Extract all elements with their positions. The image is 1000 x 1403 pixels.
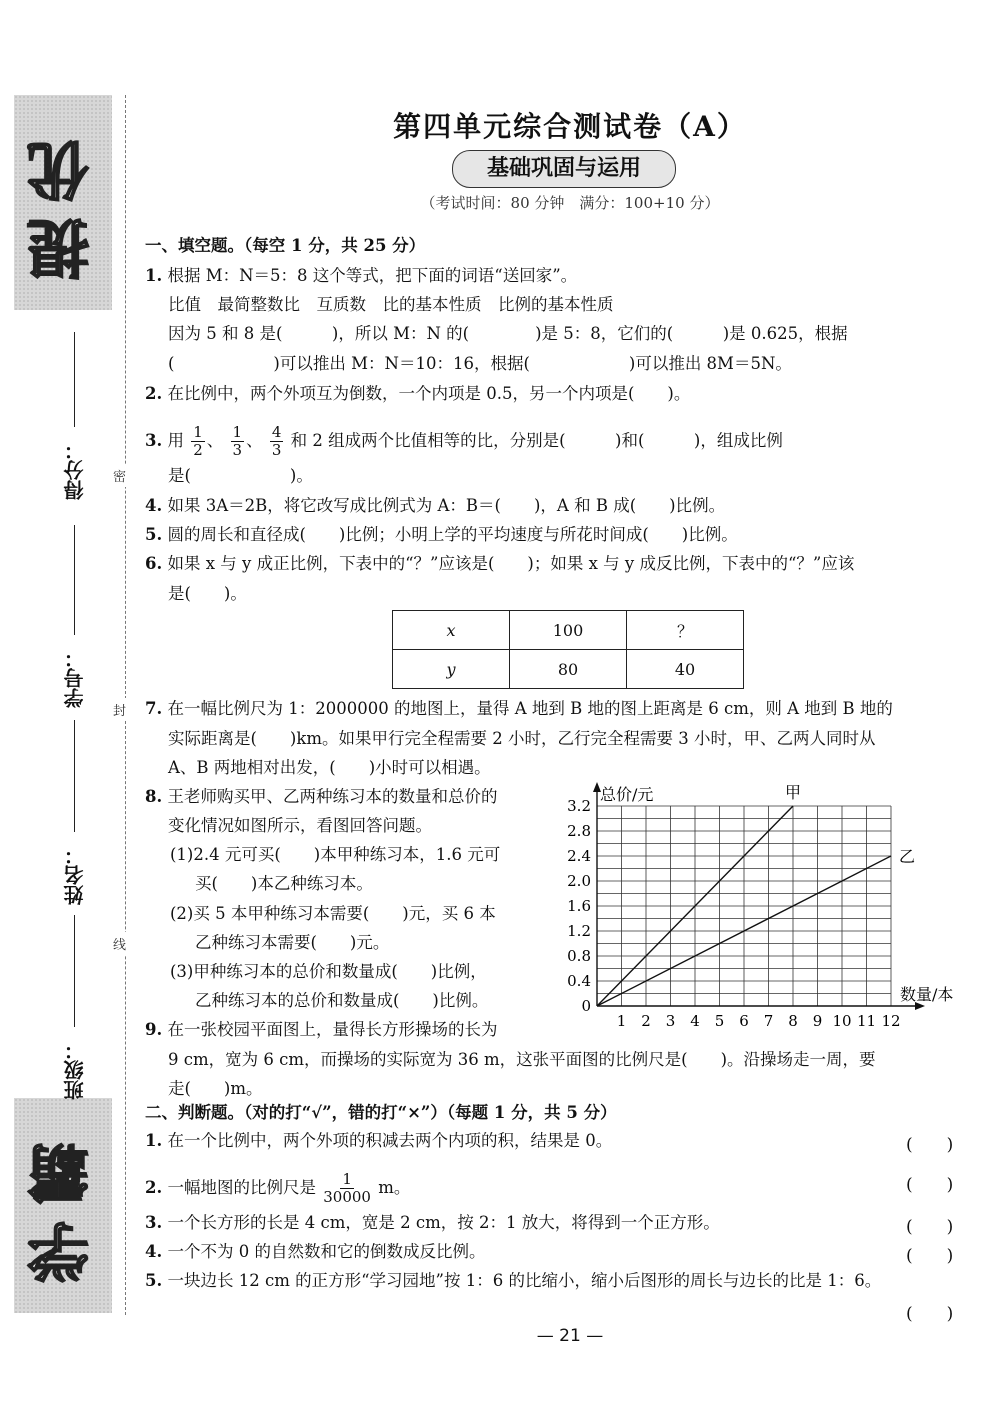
judge-q3 (145, 1213, 975, 1233)
q8-line2: 变化情况如图所示，看图回答问题。 (168, 816, 432, 835)
y-tick-label: 1.6 (567, 897, 591, 915)
q9-line2: 9 cm，宽为 6 cm，而操场的实际宽为 36 m，这张平面图的比例尺是( )。沿操场走一周，要 (168, 1050, 876, 1069)
student-id-label: 学号： (63, 648, 87, 708)
q6-line2: 是( )。 (168, 584, 247, 603)
fraction-4-3: $\frac{4}{3}$ (271, 423, 282, 459)
series-label: 甲 (785, 783, 802, 802)
y-tick-label: 0.8 (567, 947, 591, 965)
judge-q5-answer[interactable]: ( ) (906, 1304, 954, 1324)
chart-x-axis-label: 数量/本 (900, 985, 954, 1004)
judge-q3-text: 一个长方形的长是 4 cm，宽是 2 cm，按 2：1 放大，将得到一个正方形。 (167, 1213, 720, 1232)
q1-line1: 因为 5 和 8 是( )，所以 M：N 的( )是 5：8，它们的( )是 0.625，根据 (168, 324, 848, 343)
fraction-1-3: $\frac{1}{3}$ (232, 423, 243, 459)
seal-char-xian: 线 (113, 932, 126, 955)
q3-pre: 用 (167, 431, 184, 450)
q7-text: 在一幅比例尺为 1：2000000 的地图上，量得 A 地到 B 地的图上距离是 6 cm，则 A 地到 B 地的 (167, 699, 893, 718)
q1-line2: ( )可以推出 M：N＝10：16，根据( )可以推出 8M＝5N。 (168, 354, 792, 373)
x-tick-label: 1 (616, 1012, 627, 1030)
name-label: 姓名： (63, 845, 87, 905)
page-number: — 21 — (536, 1326, 604, 1346)
judge-q2-pre: 一幅地图的比例尺是 (167, 1178, 316, 1197)
q8-sub1a: (1)2.4 元可买( )本甲种练习本，1.6 元可 (170, 845, 501, 864)
x-tick-label: 5 (714, 1012, 725, 1030)
q8-sub3b: 乙种练习本的总价和数量成( )比例。 (195, 991, 489, 1010)
table-cell: y (393, 650, 510, 689)
q8-sub3a: (3)甲种练习本的总价和数量成( )比例， (170, 962, 487, 981)
y-tick-label: 2.4 (567, 847, 591, 865)
judge-q2-answer[interactable]: ( ) (906, 1175, 954, 1195)
score-underline (74, 332, 75, 427)
table-cell: 100 (510, 611, 627, 650)
judge-q5-num: 5. (145, 1271, 163, 1290)
table-row (393, 650, 744, 689)
judge-q1-text: 在一个比例中，两个外项的积减去两个内项的积，结果是 0。 (167, 1131, 613, 1150)
q1-word-bank: 比值 最简整数比 互质数 比的基本性质 比例的基本性质 (168, 295, 614, 314)
score-label: 得分： (63, 440, 87, 500)
q8-num: 8. (145, 787, 163, 806)
x-tick-label: 10 (832, 1012, 852, 1030)
brand-logo-bottom-text: 学霸 (26, 1127, 100, 1284)
q9-num: 9. (145, 1020, 163, 1039)
subtitle-badge: 基础巩固与运用 (452, 150, 676, 188)
judge-q2-post: m。 (378, 1178, 411, 1197)
y-tick-label: 2.0 (567, 872, 591, 890)
q1-num: 1. (145, 266, 163, 285)
q2-num: 2. (145, 384, 163, 403)
q5 (145, 525, 975, 545)
x-tick-label: 11 (856, 1012, 877, 1030)
judge-q4 (145, 1242, 975, 1262)
x-tick-label: 4 (690, 1012, 700, 1030)
class-underline (74, 915, 75, 1027)
binding-margin (0, 0, 140, 1403)
q9-line3: 走( )m。 (168, 1079, 263, 1098)
q3-num: 3. (145, 431, 163, 450)
q9-line1 (145, 1020, 565, 1040)
x-tick-label: 12 (881, 1012, 901, 1030)
judge-q3-answer[interactable]: ( ) (906, 1217, 954, 1237)
fraction-scale: $\frac{1}{30000}$ (323, 1170, 371, 1206)
q8-text: 王老师购买甲、乙两种练习本的数量和总价的 (167, 787, 498, 806)
x-tick-label: 3 (665, 1012, 676, 1030)
q4-num: 4. (145, 496, 163, 515)
judge-q1 (145, 1131, 975, 1151)
q5-num: 5. (145, 525, 163, 544)
judge-q3-num: 3. (145, 1213, 163, 1232)
brand-logo-top-text: 提优 (26, 124, 100, 281)
q3-line2: 是( )。 (168, 466, 313, 485)
seal-char-mi: 密 (113, 464, 126, 487)
q1-stem (145, 266, 975, 286)
q3-line1: 3. 用 $\frac{1}{2}$ 、 $\frac{1}{3}$ 、 $\frac{4}{3}$ 和 2 组成两个比值相等的比，分别是( )和( )，组成比例 (145, 423, 783, 459)
seal-char-feng: 封 (113, 698, 126, 721)
x-tick-label: 8 (788, 1012, 798, 1030)
chart-series (597, 783, 915, 1006)
x-tick-label: 9 (812, 1012, 823, 1030)
judge-q2 (145, 1171, 975, 1206)
q8-sub1b: 买( )本乙种练习本。 (195, 874, 373, 893)
student-id-underline (74, 525, 75, 635)
q4-text: 如果 3A＝2B，将它改写成比例式为 A：B＝( )，A 和 B 成( )比例。 (167, 496, 726, 515)
q6-text: 如果 x 与 y 成正比例，下表中的“？”应该是( )；如果 x 与 y 成反比例，下表中的“？”应该 (167, 554, 855, 573)
chart-y-axis-label: 总价/元 (600, 785, 654, 804)
y-tick-label: 3.2 (567, 797, 591, 815)
y-tick-label: 0.4 (567, 972, 591, 990)
table-cell: 40 (627, 650, 744, 689)
q2-text: 在比例中，两个外项互为倒数，一个内项是 0.5，另一个内项是( )。 (167, 384, 691, 403)
q7-line2: 实际距离是( )km。如果甲行完全程需要 2 小时，乙行完全程需要 3 小时，甲、乙两人同时从 (168, 729, 876, 748)
table-row (393, 611, 744, 650)
class-label: 班级： (63, 1040, 87, 1100)
chart-axes (593, 782, 925, 1010)
x-tick-label: 2 (641, 1012, 651, 1030)
xy-table (392, 610, 744, 689)
q7-line3: A、B 两地相对出发，( )小时可以相遇。 (168, 758, 491, 777)
judge-q1-answer[interactable]: ( ) (906, 1135, 954, 1155)
table-cell: 80 (510, 650, 627, 689)
y-tick-label: 0 (581, 997, 591, 1015)
table-cell: ？ (627, 611, 744, 650)
x-tick-label: 6 (739, 1012, 749, 1030)
section1-heading: 一、填空题。（每空 1 分，共 25 分） (145, 236, 426, 255)
judge-q1-num: 1. (145, 1131, 163, 1150)
judge-q4-text: 一个不为 0 的自然数和它的倒数成反比例。 (167, 1242, 486, 1261)
chart-grid (597, 806, 891, 1006)
brand-logo-top (14, 95, 112, 310)
q7-num: 7. (145, 699, 163, 718)
table-cell: x (393, 611, 510, 650)
q8-sub2a: (2)买 5 本甲种练习本需要( )元，买 6 本 (170, 904, 496, 923)
q6-num: 6. (145, 554, 163, 573)
judge-q2-num: 2. (145, 1178, 163, 1197)
q2 (145, 384, 975, 404)
judge-q4-answer[interactable]: ( ) (906, 1246, 954, 1266)
q1-stem-text: 根据 M：N＝5：8 这个等式，把下面的词语“送回家”。 (167, 266, 578, 285)
q8-sub2b: 乙种练习本需要( )元。 (195, 933, 390, 952)
q3-post: 和 2 组成两个比值相等的比，分别是( )和( )，组成比例 (290, 431, 783, 450)
q6-line1 (145, 554, 975, 574)
fraction-1-2: $\frac{1}{2}$ (193, 423, 203, 459)
q5-text: 圆的周长和直径成( )比例；小明上学的平均速度与所花时间成( )比例。 (167, 525, 738, 544)
brand-logo-bottom (14, 1098, 112, 1313)
series-label: 乙 (899, 847, 916, 866)
y-tick-label: 1.2 (567, 922, 591, 940)
q8-line1 (145, 787, 565, 807)
name-underline (74, 720, 75, 832)
y-tick-label: 2.8 (567, 822, 591, 840)
exam-info: （考试时间：80 分钟 满分：100+10 分） (420, 194, 720, 212)
q7-line1 (145, 699, 975, 719)
price-quantity-chart (555, 778, 975, 1036)
judge-q5 (145, 1271, 975, 1291)
page-title: 第四单元综合测试卷（A） (393, 110, 747, 143)
judge-q4-num: 4. (145, 1242, 163, 1261)
judge-q5-text: 一块边长 12 cm 的正方形“学习园地”按 1：6 的比缩小，缩小后图形的周长与边长的比是 1：6。 (167, 1271, 882, 1290)
q9-text: 在一张校园平面图上，量得长方形操场的长为 (167, 1020, 498, 1039)
section2-heading: 二、判断题。（对的打“√”，错的打“×”）（每题 1 分，共 5 分） (145, 1103, 617, 1122)
q4 (145, 496, 975, 516)
x-tick-label: 7 (763, 1012, 774, 1030)
